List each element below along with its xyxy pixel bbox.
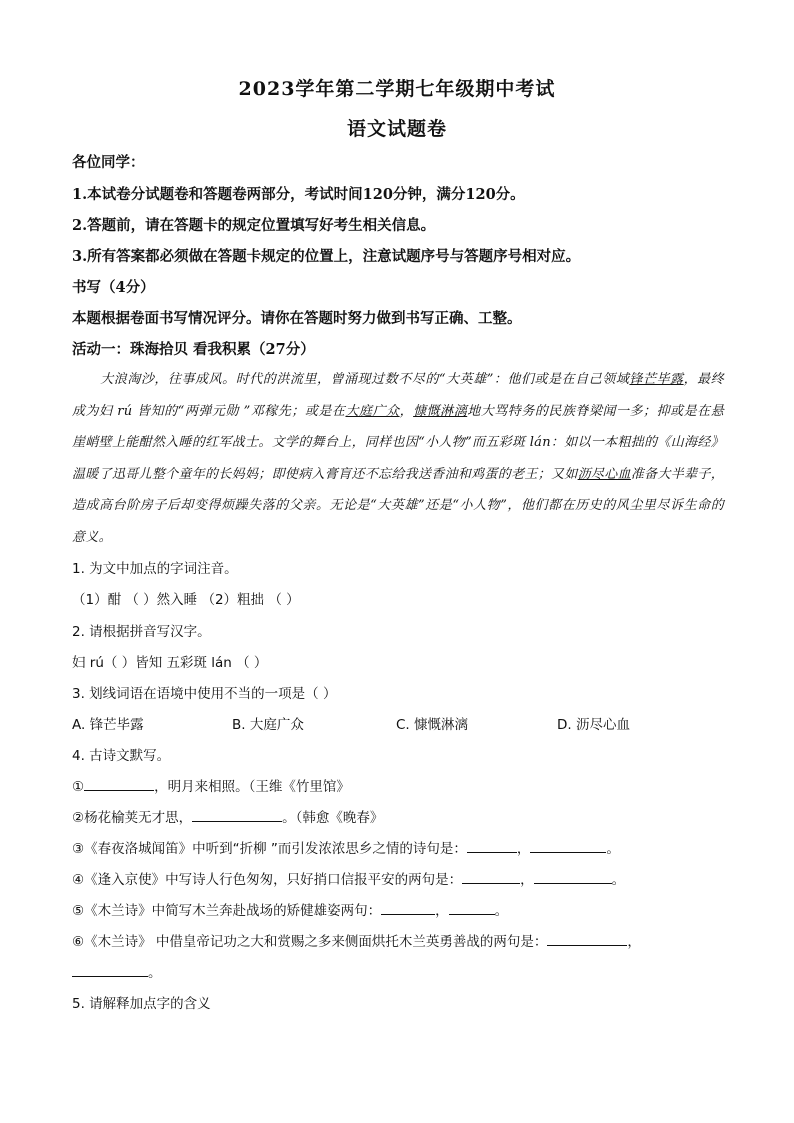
underlined-term-4: 沥尽心血 <box>577 466 631 482</box>
answer-blank <box>547 931 627 946</box>
answer-blank <box>449 900 495 915</box>
question-2-line: 妇 rú（ ）皆知 五彩斑 lán （ ） <box>72 655 268 671</box>
answer-blank <box>530 838 606 853</box>
writing-heading: 书写（4分） <box>72 279 155 296</box>
question-1-line: （1）酣 （ ）然入睡 （2）粗拙 （ ） <box>72 592 300 608</box>
question-5-stem: 5. 请解释加点字的含义 <box>72 996 211 1012</box>
option-b: B. 大庭广众 <box>232 717 304 733</box>
question-3-stem: 3. 划线词语在语境中使用不当的一项是（ ） <box>72 686 337 702</box>
exam-title: 2023学年第二学期七年级期中考试 <box>238 78 556 100</box>
answer-blank <box>467 838 517 853</box>
poem-line-2: ②杨花榆荚无才思， 。（韩愈《晚春》 <box>72 806 732 826</box>
question-4-stem: 4. 古诗文默写。 <box>72 748 171 764</box>
notice-item-2: 2.答题前，请在答题卡的规定位置填写好考生相关信息。 <box>72 217 436 234</box>
answer-blank <box>381 900 435 915</box>
question-1-stem: 1. 为文中加点的字词注音。 <box>72 561 238 577</box>
notice-greeting: 各位同学： <box>72 154 145 171</box>
poem-line-5: ⑤《木兰诗》中简写木兰奔赴战场的矫健雄姿两句： ， 。 <box>72 899 732 919</box>
option-a: A. 锋芒毕露 <box>72 717 144 733</box>
answer-blank <box>84 776 154 791</box>
underlined-term-3: 慷慨淋漓 <box>413 403 468 419</box>
underlined-term-1b: 露 <box>670 372 684 387</box>
question-2-stem: 2. 请根据拼音写汉字。 <box>72 624 211 640</box>
answer-blank <box>192 807 282 822</box>
option-c: C. 慷慨淋漓 <box>396 717 469 733</box>
poem-line-4: ④《逢入京使》中写诗人行色匆匆，只好捎口信报平安的两句是： ， 。 <box>72 868 732 888</box>
option-d: D. 沥尽心血 <box>557 717 630 733</box>
writing-text: 本题根据卷面书写情况评分。请你在答题时努力做到书写正确、工整。 <box>72 310 522 327</box>
underlined-term-1: 锋芒毕 <box>629 372 671 387</box>
reading-passage: 大浪淘沙，往事成风。时代的洪流里，曾涌现过数不尽的“大英雄”：他们或是在自己领域锋芒毕露，最终成为妇 rú 皆知的“两弹元勋 ”邓稼先；或是在大庭广众，慷慨淋漓地大骂特务的民族脊梁闻一多；抑或是在悬崖峭壁上能酣然入睡的红军战士。文学的舞台上，同样也因“小人物”而五彩斑 lán：如以一本粗拙的《山海经》温暖了迅哥儿整个童年的长妈妈；即使病入膏肓还不忘给我送香油和鸡蛋的老王；又如沥尽心血准备大半辈子，造成高台阶房子后却变得烦躁失落的父亲。无论是“大英雄”还是“小人物”，他们都在历史的风尘里尽诉生命的意义。 <box>72 372 724 545</box>
activity1-heading: 活动一：珠海拾贝 看我积累（27分） <box>72 341 315 358</box>
underlined-term-2: 大庭广众 <box>345 403 400 419</box>
answer-blank <box>72 962 148 977</box>
notice-item-1: 1.本试卷分试题卷和答题卷两部分，考试时间120分钟，满分120分。 <box>72 186 525 203</box>
poem-line-6-cont: 。 <box>72 961 732 981</box>
poem-line-1: ① ，明月来相照。（王维《竹里馆》 <box>72 775 732 795</box>
notice-item-3: 3.所有答案都必须做在答题卡规定的位置上，注意试题序号与答题序号相对应。 <box>72 248 581 265</box>
answer-blank <box>534 869 612 884</box>
poem-line-3: ③《春夜洛城闻笛》中听到“折柳 ”而引发浓浓思乡之情的诗句是： ， 。 <box>72 837 732 857</box>
answer-blank <box>462 869 520 884</box>
poem-line-6: ⑥《木兰诗》 中借皇帝记功之大和赏赐之多来侧面烘托木兰英勇善战的两句是： ， <box>72 930 732 950</box>
exam-subtitle: 语文试题卷 <box>346 118 447 140</box>
